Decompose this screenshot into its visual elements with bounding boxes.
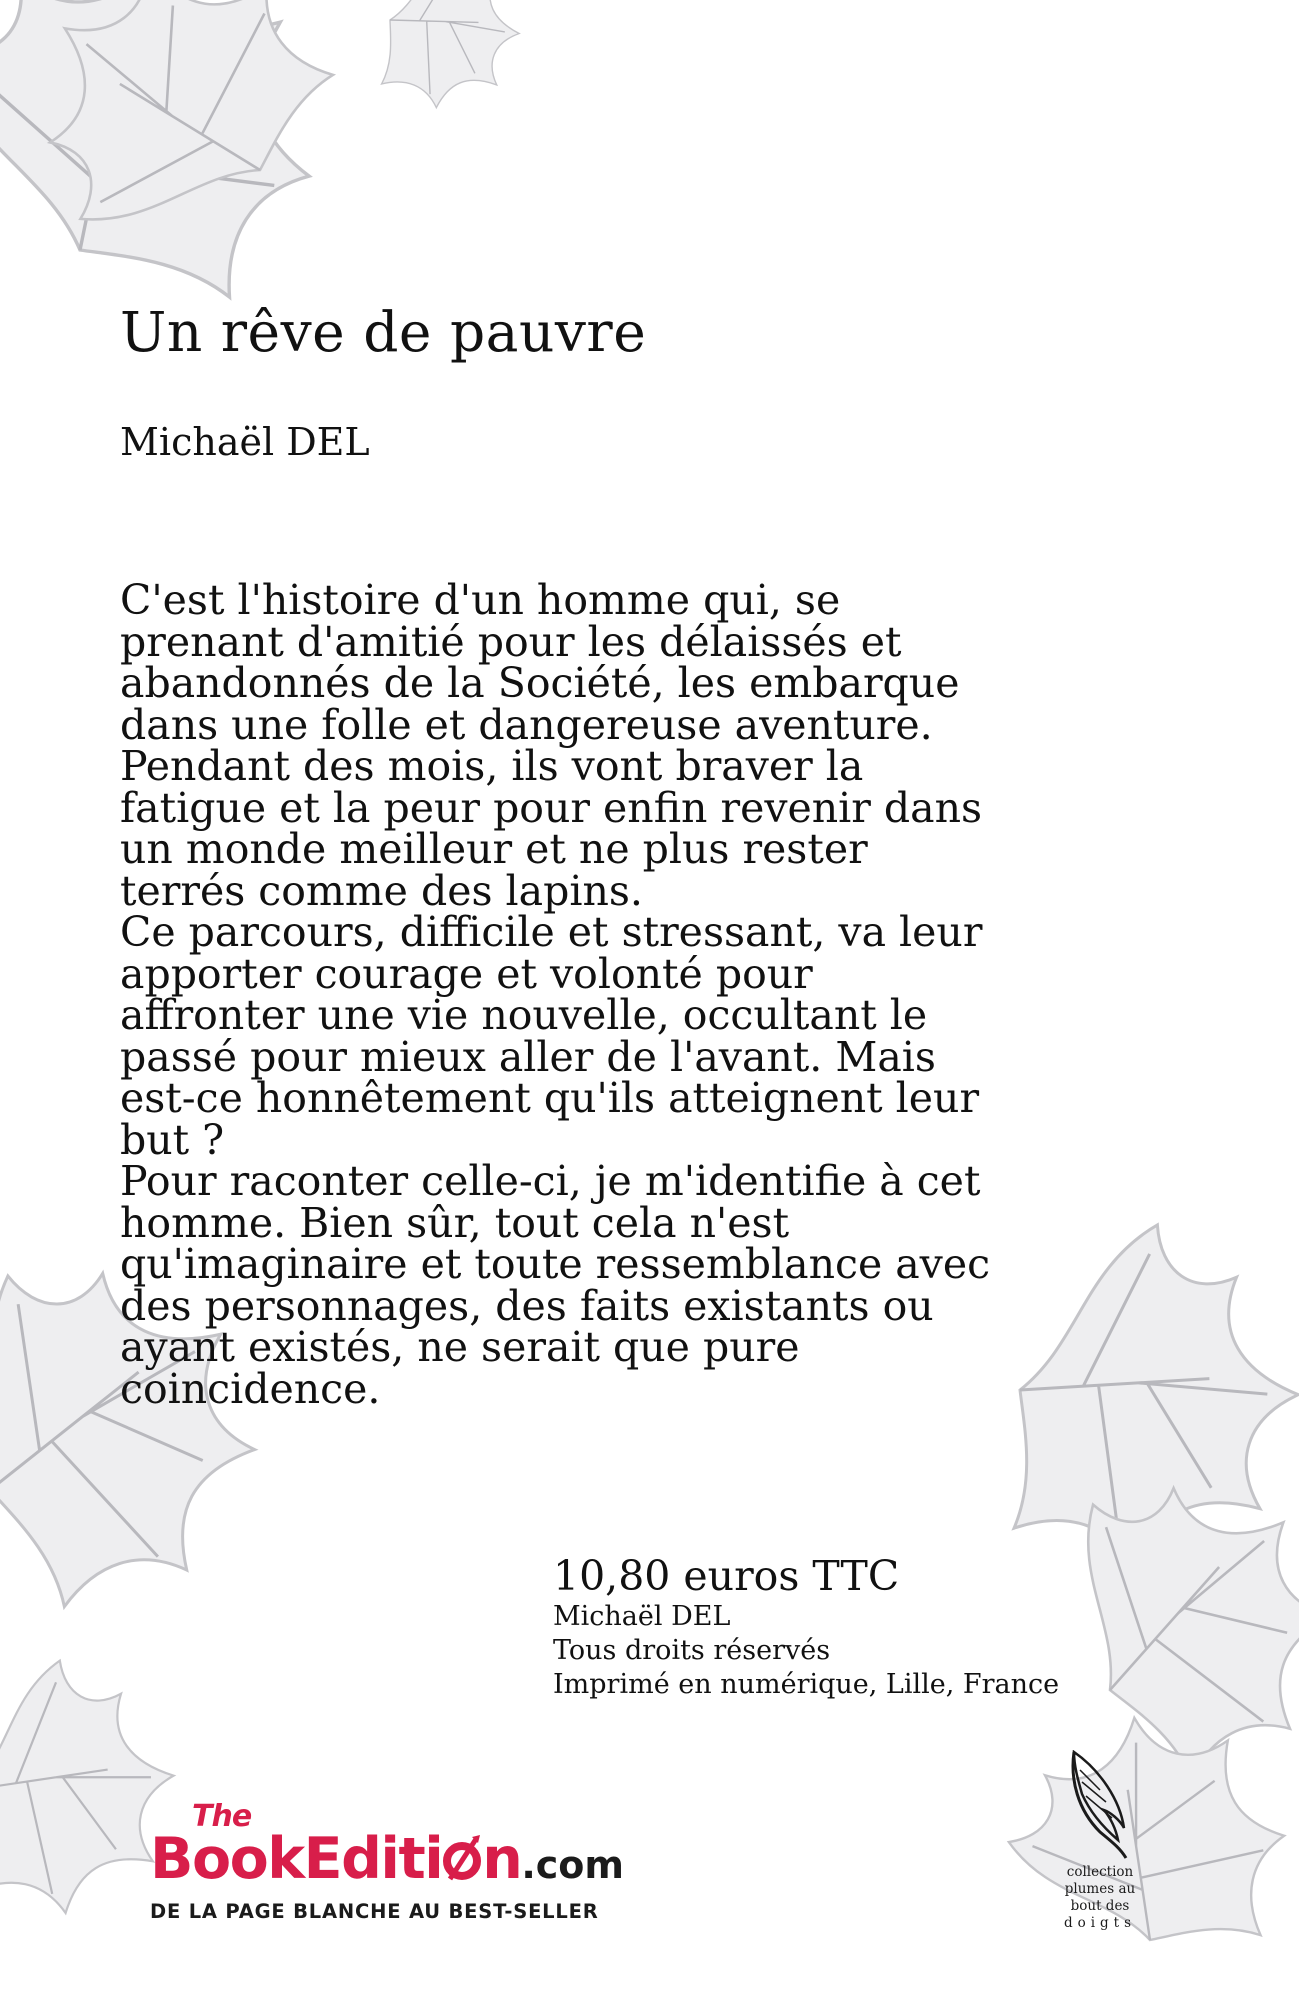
rights-notice: Tous droits réservés [553, 1635, 831, 1666]
colophon [553, 1552, 1059, 1702]
blurb-paragraph: Pendant des mois, ils vont braver la fatigue et la peur pour enfin revenir dans un monde meilleur et ne plus rester terrés comme des lapins. [120, 742, 983, 915]
collection-label [1045, 1864, 1155, 1932]
publisher-logo [150, 1800, 710, 1940]
collection-label-line: plumes au [1064, 1881, 1136, 1897]
colophon-author: Michaël DEL [553, 1601, 731, 1632]
publisher-logo-name [150, 1826, 624, 1898]
book-author: Michaël DEL [120, 420, 370, 464]
collection-label-line: bout des [1070, 1898, 1130, 1914]
price: 10,80 euros TTC [553, 1552, 900, 1600]
blurb-paragraph: Pour raconter celle-ci, je m'identifie à cet homme. Bien sûr, tout cela n'est qu'imaginaire et toute ressemblance avec des personnages, des faits existants ou ayant existés, ne serait que pure coincidence. [120, 1157, 991, 1413]
back-cover-blurb [120, 576, 1000, 1413]
collection-label-line: collection [1066, 1864, 1134, 1880]
publisher-name-part1: BookEditi [150, 1826, 443, 1892]
collection-logo [1045, 1750, 1155, 1932]
leaf-top-edge [367, 0, 539, 126]
book-title: Un rêve de pauvre [120, 300, 647, 364]
pen-nib-o-icon [442, 1835, 482, 1881]
collection-label-line: doigts [1063, 1915, 1137, 1931]
blurb-paragraph: C'est l'histoire d'un homme qui, se prenant d'amitié pour les délaissés et abandonnés de la Société, les embarque dans une folle et dangereuse aventure. [120, 576, 960, 749]
printing-notice: Imprimé en numérique, Lille, France [553, 1669, 1060, 1700]
publisher-tagline: DE LA PAGE BLANCHE AU BEST-SELLER [150, 1900, 599, 1923]
quill-icon [1060, 1750, 1140, 1860]
publisher-domain: .com [521, 1843, 625, 1887]
blurb-paragraph: Ce parcours, difficile et stressant, va leur apporter courage et volonté pour affronter une vie nouvelle, occultant le passé pour mieux aller de l'avant. Mais est-ce honnêtement qu'ils atteignent leur but ? [120, 908, 983, 1164]
publisher-name-part2: n [482, 1826, 522, 1892]
publisher-logo-the: The [192, 1799, 252, 1834]
